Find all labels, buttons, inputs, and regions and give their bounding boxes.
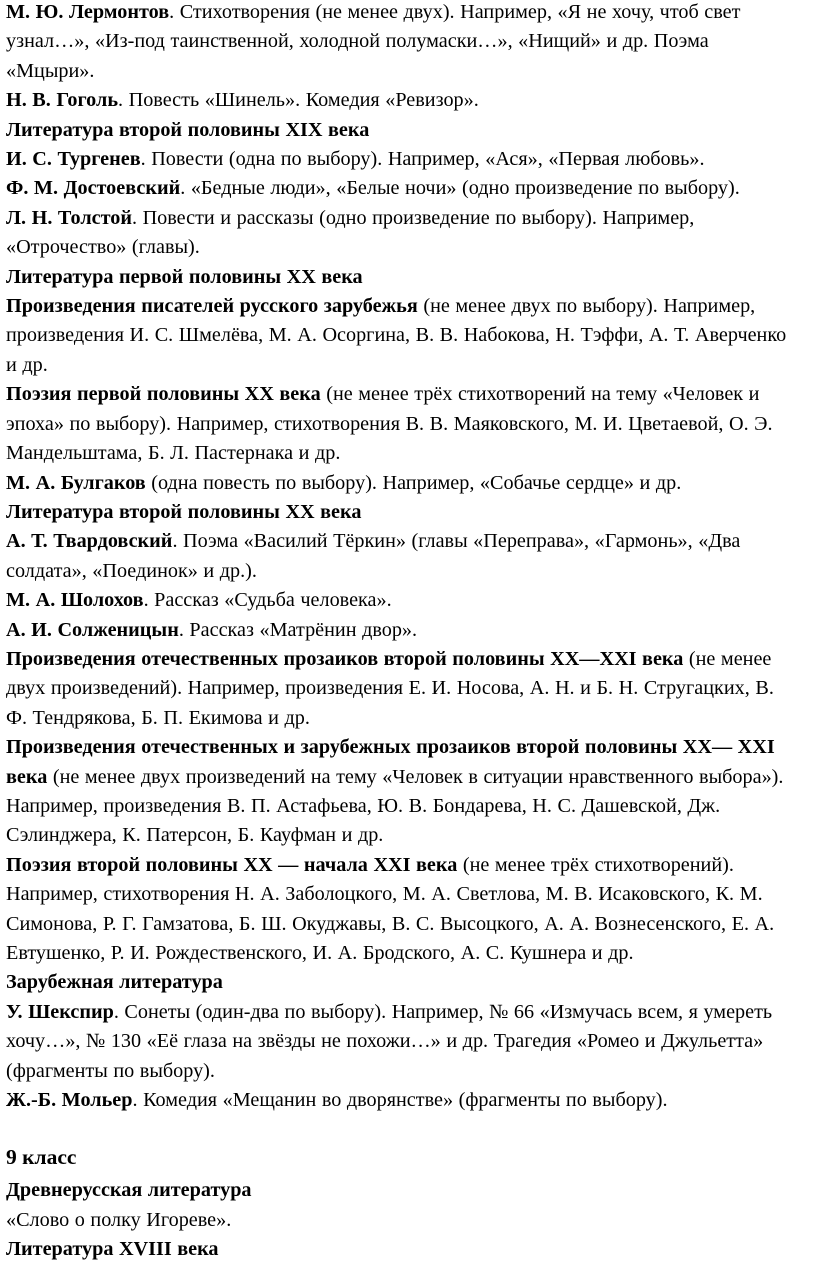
literature-list bbox=[6, 0, 790, 1115]
list-item bbox=[6, 1206, 790, 1235]
list-item bbox=[6, 586, 790, 615]
work-description: (не менее трёх стихотворений). Например, стихотворения Н. А. Заболоцкого, М. А. Светлова, М. В. Исаковского, К. М. Симонова, Р. Г. Гамзатова, Б. Ш. Окуджавы, В. С. Высоцкого, А. А. Вознесенского, Е. А. Евтушенко, Р. И. Рождественского, И. А. Бродского, А. С. Кушнера и др. bbox=[6, 853, 775, 964]
author-name: М. А. Шолохов bbox=[6, 589, 144, 612]
work-description: . Повести и рассказы (одно произведение по выбору). Например, «Отрочество» (главы). bbox=[6, 206, 695, 259]
list-item bbox=[6, 527, 790, 586]
section-heading-text: Древнерусская литература bbox=[6, 1179, 252, 1202]
section-heading bbox=[6, 498, 790, 527]
work-description: (не менее двух произведений на тему «Человек в ситуации нравственного выбора»). Например, произведения В. П. Астафьева, Ю. В. Бондарева, Н. С. Дашевской, Дж. Сэлинджера, К. Патерсон, Б. Кауфман и др. bbox=[6, 765, 784, 847]
author-name: Поэзия первой половины XX века bbox=[6, 383, 321, 406]
list-item bbox=[6, 998, 790, 1086]
author-name: Произведения отечественных прозаиков второй половины XX—XXI века bbox=[6, 647, 684, 670]
grade-title: 9 класс bbox=[6, 1145, 77, 1170]
list-item bbox=[6, 616, 790, 645]
section-heading-text: Литература второй половины XX века bbox=[6, 500, 362, 523]
author-name: Л. Н. Толстой bbox=[6, 206, 132, 229]
author-name: А. И. Солженицын bbox=[6, 618, 179, 641]
author-name: Н. В. Гоголь bbox=[6, 89, 119, 112]
work-description: . Рассказ «Матрёнин двор». bbox=[178, 618, 418, 641]
section-heading-text: Литература второй половины XIX века bbox=[6, 118, 370, 141]
author-name: М. А. Булгаков bbox=[6, 471, 146, 494]
section-heading bbox=[6, 968, 790, 997]
list-item bbox=[6, 174, 790, 203]
section-heading bbox=[6, 1235, 790, 1264]
author-name: И. С. Тургенев bbox=[6, 148, 141, 171]
list-item bbox=[6, 469, 790, 498]
list-item bbox=[6, 292, 790, 380]
list-item bbox=[6, 733, 790, 851]
work-description: (не менее двух по выбору). Например, произведения И. С. Шмелёва, М. А. Осоргина, В. В. Набокова, Н. Тэффи, А. Т. Аверченко и др. bbox=[6, 295, 787, 376]
section-heading-text: Литература первой половины XX века bbox=[6, 265, 363, 288]
work-description: . Комедия «Мещанин во дворянстве» (фрагменты по выбору). bbox=[132, 1089, 668, 1112]
author-name: М. Ю. Лермонтов bbox=[6, 1, 170, 23]
list-item bbox=[6, 86, 790, 115]
list-item bbox=[6, 145, 790, 174]
work-description: (одна повесть по выбору). Например, «Собачье сердце» и др. bbox=[145, 471, 682, 494]
section-heading-text: Литература XVIII века bbox=[6, 1238, 219, 1261]
work-description: (не менее трёх стихотворений на тему «Человек и эпоха» по выбору). Например, стихотворения В. В. Маяковского, М. И. Цветаевой, О. Э. Мандельштама, Б. Л. Пастернака и др. bbox=[6, 383, 773, 465]
list-item bbox=[6, 380, 790, 468]
section-heading bbox=[6, 116, 790, 145]
work-description: . «Бедные люди», «Белые ночи» (одно произведение по выбору). bbox=[180, 177, 740, 200]
list-item bbox=[6, 645, 790, 733]
author-name: А. Т. Твардовский bbox=[6, 530, 173, 553]
work-description: . Повесть «Шинель». Комедия «Ревизор». bbox=[118, 89, 479, 112]
grade-9-list bbox=[6, 1176, 790, 1264]
author-name: Произведения отечественных и зарубежных прозаиков второй половины XX— XXI века bbox=[6, 736, 775, 788]
author-name: Поэзия второй половины XX — начала XXI века bbox=[6, 853, 458, 876]
section-heading bbox=[6, 263, 790, 292]
work-description: . Повести (одна по выбору). Например, «Ася», «Первая любовь». bbox=[140, 148, 705, 171]
author-name: Ж.-Б. Мольер bbox=[6, 1089, 133, 1112]
author-name: Произведения писателей русского зарубежья bbox=[6, 295, 418, 318]
work-description: (не менее двух произведений). Например, произведения Е. И. Носова, А. Н. и Б. Н. Стругацких, В. Ф. Тендрякова, Б. П. Екимова и др. bbox=[6, 647, 774, 729]
work-description: . Рассказ «Судьба человека». bbox=[143, 589, 392, 612]
list-item bbox=[6, 1086, 790, 1115]
section-heading bbox=[6, 1176, 790, 1205]
work-description: . Стихотворения (не менее двух). Например, «Я не хочу, чтоб свет узнал…», «Из-под таинственной, холодной полумаски…», «Нищий» и др. Поэма «Мцыри». bbox=[6, 1, 741, 82]
list-item bbox=[6, 204, 790, 263]
author-name: Ф. М. Достоевский bbox=[6, 177, 181, 200]
work-description: . Поэма «Василий Тёркин» (главы «Переправа», «Гармонь», «Два солдата», «Поединок» и др.). bbox=[6, 530, 741, 582]
section-heading-text: Зарубежная литература bbox=[6, 971, 223, 994]
author-name: У. Шекспир bbox=[6, 1000, 114, 1023]
work-description: «Слово о полку Игореве». bbox=[6, 1208, 232, 1231]
list-item bbox=[6, 851, 790, 969]
work-description: . Сонеты (один-два по выбору). Например, № 66 «Измучась всем, я умереть хочу…», № 130 «Её глаза на звёзды не похожи…» и др. Трагедия «Ромео и Джульетта» (фрагменты по выбору). bbox=[6, 1000, 773, 1082]
list-item bbox=[6, 0, 790, 86]
